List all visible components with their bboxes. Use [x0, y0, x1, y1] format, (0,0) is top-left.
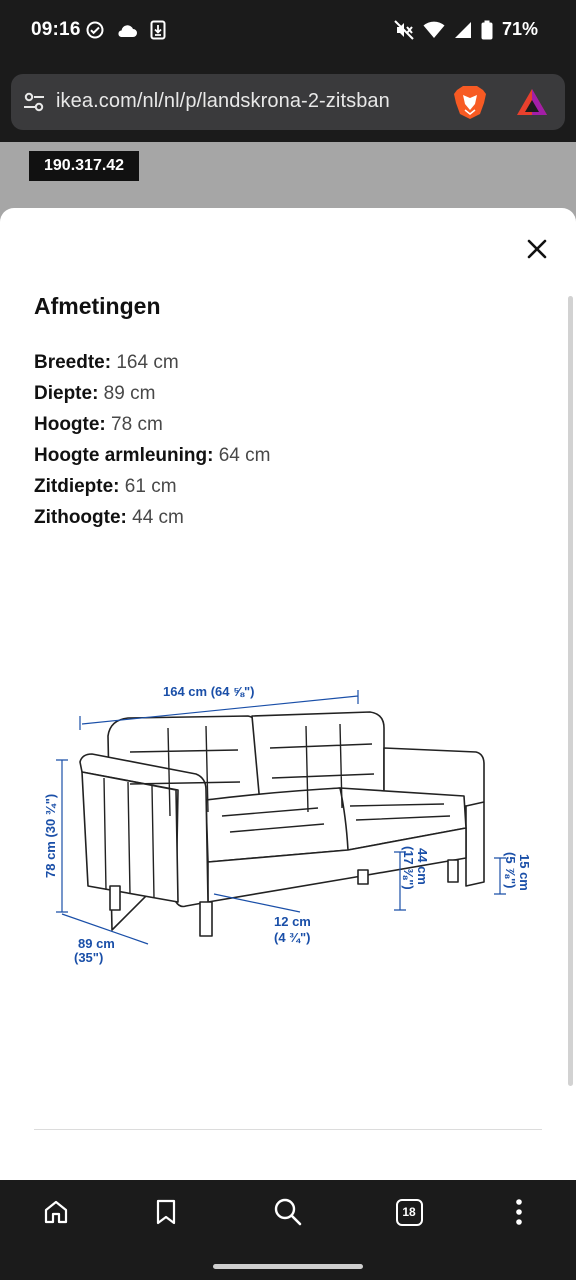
browser-toolbar — [0, 62, 576, 142]
url-bar[interactable] — [11, 74, 565, 130]
modal-title: Afmetingen — [34, 293, 161, 319]
home-icon[interactable] — [42, 1198, 70, 1226]
dimension-value: 78 cm — [105, 414, 163, 435]
mute-icon — [394, 20, 414, 40]
bookmarks-button[interactable] — [136, 1192, 196, 1232]
site-settings-icon[interactable] — [23, 91, 45, 113]
dimension-item — [34, 471, 270, 502]
dimension-label: Hoogte armleuning: — [34, 445, 214, 466]
url-text[interactable]: ikea.com/nl/nl/p/landskrona-2-zitsban — [56, 90, 390, 112]
divider — [34, 1129, 542, 1130]
dimension-item — [34, 502, 270, 533]
dimension-item — [34, 378, 270, 409]
dimension-label: Zitdiepte: — [34, 476, 120, 497]
dimension-value: 61 cm — [119, 476, 177, 497]
more-vertical-icon[interactable] — [514, 1198, 524, 1226]
dimension-item — [34, 440, 270, 471]
tabs-button[interactable] — [379, 1192, 439, 1232]
width-dimension-label: 164 cm (64 ⅝") — [163, 684, 255, 699]
search-icon[interactable] — [273, 1197, 303, 1227]
menu-button[interactable] — [489, 1192, 549, 1232]
home-indicator[interactable] — [213, 1264, 363, 1269]
dimensions-list — [34, 347, 270, 533]
brave-shields-icon[interactable] — [453, 84, 487, 120]
scrollbar[interactable] — [568, 296, 573, 1086]
browser-bottom-nav — [0, 1180, 576, 1280]
close-icon[interactable] — [527, 239, 547, 259]
signal-icon — [454, 21, 472, 39]
home-button[interactable] — [26, 1192, 86, 1232]
dimension-label: Diepte: — [34, 383, 99, 404]
status-time: 09:16 — [31, 19, 81, 40]
height-dimension-label: 78 cm (30 ¾") — [43, 793, 58, 878]
dimension-value: 44 cm — [126, 507, 184, 528]
battery-icon — [481, 20, 493, 40]
clearance-label: 15 cm — [517, 854, 532, 891]
leg-dimension-label: 12 cm — [274, 914, 311, 929]
bookmark-icon[interactable] — [154, 1198, 178, 1226]
clearance-inch: (5 ⅞") — [503, 852, 518, 889]
dimensions-modal — [0, 208, 576, 1180]
depth-dimension-inch: (35") — [74, 950, 104, 965]
close-button[interactable] — [520, 232, 554, 266]
download-icon — [150, 20, 166, 40]
depth-dimension-label: 89 cm — [78, 936, 115, 951]
dimension-value: 64 cm — [213, 445, 271, 466]
article-number-badge: 190.317.42 — [29, 151, 139, 181]
status-bar — [0, 0, 576, 62]
check-circle-icon — [86, 21, 104, 39]
dimension-label: Breedte: — [34, 352, 112, 373]
leg-dimension-inch: (4 ¾") — [274, 930, 311, 945]
dimension-item — [34, 409, 270, 440]
tab-count[interactable]: 18 — [396, 1199, 423, 1226]
search-button[interactable] — [258, 1192, 318, 1232]
seat-height-inch: (17 ⅜") — [401, 846, 416, 890]
brave-rewards-icon[interactable] — [516, 88, 548, 116]
sofa-dimension-diagram — [0, 666, 576, 986]
seat-height-label: 44 cm — [415, 848, 430, 885]
dimension-value: 164 cm — [111, 352, 179, 373]
dimension-label: Zithoogte: — [34, 507, 127, 528]
dimension-label: Hoogte: — [34, 414, 106, 435]
battery-level: 71% — [501, 19, 538, 39]
dimension-item — [34, 347, 270, 378]
cloud-icon — [116, 22, 138, 38]
dimension-value: 89 cm — [98, 383, 156, 404]
wifi-icon — [423, 21, 445, 39]
